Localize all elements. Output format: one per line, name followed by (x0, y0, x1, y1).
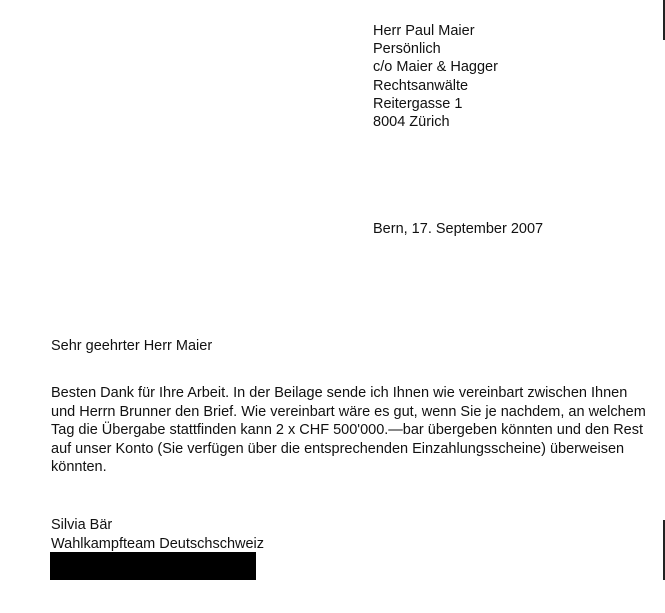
recipient-firm-type: Rechtsanwälte (373, 77, 469, 94)
body-line: auf unser Konto (Sie verfügen über die entsprechenden Einzahlungsscheine) überweisen (51, 440, 625, 457)
recipient-personal-note: Persönlich (373, 41, 441, 58)
recipient-city: 8004 Zürich (373, 114, 450, 131)
recipient-street: Reitergasse 1 (373, 95, 463, 112)
signer-name: Silvia Bär (51, 517, 113, 533)
body-line: könnten. (51, 459, 107, 476)
letter-date: Bern, 17. September 2007 (373, 221, 544, 237)
recipient-address (373, 22, 498, 131)
body-line: und Herrn Brunner den Brief. Wie vereinbart wäre es gut, wenn Sie je nachdem, an welchem (51, 403, 646, 420)
signature-block (51, 516, 264, 553)
letter-body (51, 384, 646, 477)
body-line: Besten Dank für Ihre Arbeit. In der Beilage sende ich Ihnen wie vereinbart zwischen Ihnen (51, 385, 628, 401)
body-line: Tag die Übergabe stattfinden kann 2 x CHF 500'000.—bar übergeben könnten und den Rest (51, 422, 644, 439)
recipient-name: Herr Paul Maier (373, 23, 475, 39)
salutation: Sehr geehrter Herr Maier (51, 338, 213, 354)
recipient-care-of: c/o Maier & Hagger (373, 59, 498, 76)
signer-team: Wahlkampfteam Deutschschweiz (51, 535, 265, 552)
redaction-bar (50, 552, 256, 580)
